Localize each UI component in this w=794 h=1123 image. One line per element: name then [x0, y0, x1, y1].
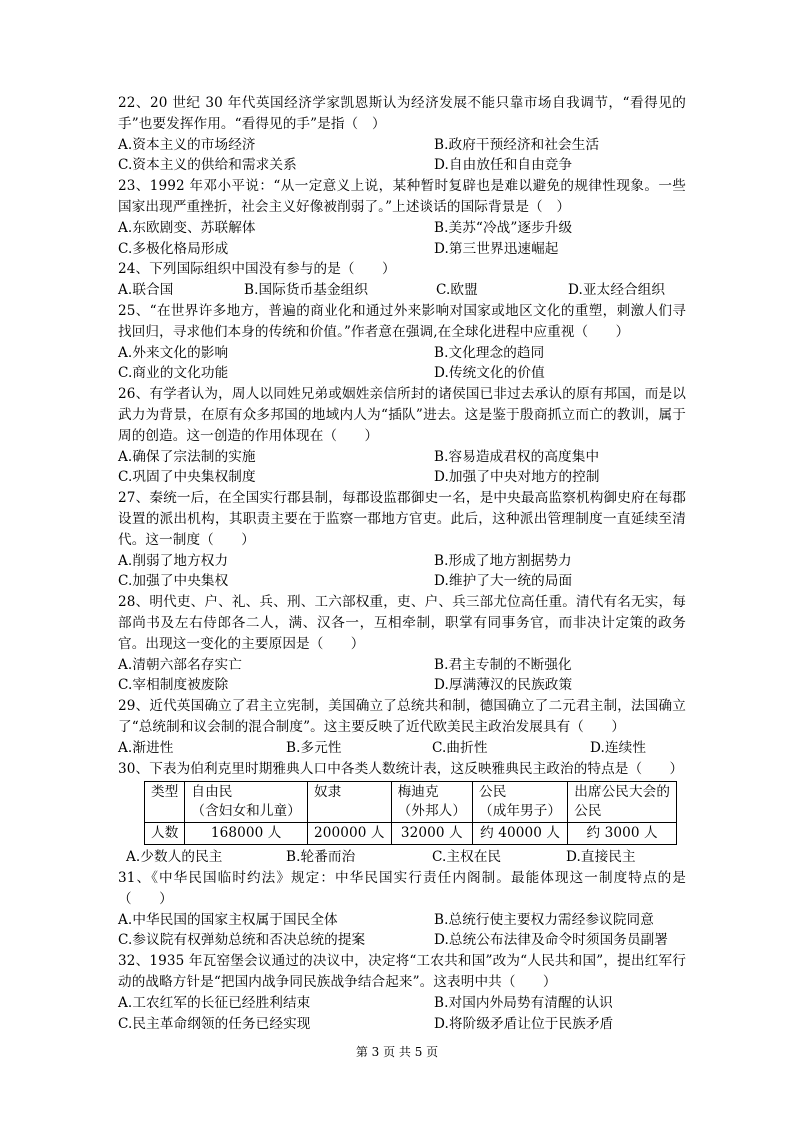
table-cell: 168000 人	[185, 823, 308, 845]
question-stem: 22、20 世纪 30 年代英国经济学家凯恩斯认为经济发展不能只靠市场自我调节，“看得见的手”也要发挥作用。“看得见的手”是指（ ）	[118, 95, 686, 132]
question-stem: 26、有学者认为，周人以同姓兄弟或姻姓亲信所封的诸侯国已非过去承认的原有邦国，而是以武力为背景，在原有众多邦国的地域内人为“插队”进去。这是鉴于殷商抓立而亡的教训，属于周的创造。这一创造的作用体现在（ ）	[118, 386, 686, 444]
options	[118, 218, 686, 260]
table-header-cell: 公民 （成年男子）	[473, 782, 568, 823]
question-30	[118, 759, 686, 869]
population-table	[144, 781, 677, 845]
option-c: C.巩固了中央集权制度	[118, 469, 256, 486]
option-c: C.宰相制度被废除	[118, 677, 229, 694]
page-number: 第 3 页 共 5 页	[355, 1045, 439, 1059]
option-c: C.参议院有权弹劾总统和否决总统的提案	[118, 932, 366, 949]
option-d: D.传统文化的价值	[434, 365, 545, 382]
option-c: C.多极化格局形成	[118, 240, 229, 257]
table-header-cell: 类型	[145, 782, 185, 823]
table-header-cell: 梅迪克 （外邦人）	[391, 782, 472, 823]
option-c: C.民主革命纲领的任务已经实现	[118, 1015, 311, 1032]
option-a: A.工农红军的长征已经胜利结束	[118, 994, 311, 1011]
question-stem: 23、1992 年邓小平说：“从一定意义上说，某种暂时复辟也是难以避免的规律性现象。一些国家出现严重挫折，社会主义好像被削弱了。”上述谈话的国际背景是（ ）	[118, 178, 686, 215]
table-header-cell: 出席公民大会的 公民	[568, 782, 677, 823]
option-a: A.联合国	[118, 282, 174, 299]
options	[118, 551, 686, 593]
question-26	[118, 384, 686, 488]
option-a: A.少数人的民主	[126, 849, 223, 866]
option-c: C.曲折性	[432, 739, 488, 756]
option-d: D.连续性	[590, 739, 647, 756]
option-a: A.确保了宗法制的实施	[118, 448, 256, 465]
table-header-row	[145, 782, 677, 823]
option-c: C.商业的文化功能	[118, 365, 229, 382]
question-stem: 24、下列国际组织中国没有参与的是（ ）	[118, 261, 396, 278]
option-a: A.清朝六部名存实亡	[118, 656, 242, 673]
option-b: B.轮番而治	[286, 849, 356, 866]
option-d: D.总统公布法律及命令时须国务员副署	[434, 932, 669, 949]
exam-page	[118, 93, 686, 1034]
table-cell: 32000 人	[391, 823, 472, 845]
option-b: B.国际货币基金组织	[244, 282, 369, 299]
options	[118, 343, 686, 385]
question-32	[118, 951, 686, 1034]
option-c: C.资本主义的供给和需求关系	[118, 157, 297, 174]
question-29	[118, 696, 686, 758]
option-b: B.容易造成君权的高度集中	[434, 448, 600, 465]
option-a: A.中华民国的国家主权属于国民全体	[118, 911, 338, 928]
option-b: B.多元性	[286, 739, 342, 756]
options	[118, 738, 686, 759]
table-header-cell: 自由民 （含妇女和儿童）	[185, 782, 308, 823]
option-d: D.加强了中央对地方的控制	[434, 469, 600, 486]
options	[118, 847, 686, 868]
table-cell: 200000 人	[307, 823, 391, 845]
options	[118, 135, 686, 177]
option-d: D.亚太经合组织	[568, 282, 666, 299]
option-b: B.形成了地方割据势力	[434, 552, 572, 569]
question-stem: 25、“在世界许多地方，普遍的商业化和通过外来影响对国家或地区文化的重塑，刺激人们寻找回归，寻求他们本身的传统和价值。”作者意在强调,在全球化进程中应重视（ ）	[118, 302, 686, 340]
options	[118, 910, 686, 952]
question-stem: 28、明代吏、户、礼、兵、刑、工六部权重，吏、户、兵三部尤位高任重。清代有名无实，每部尚书及左右侍郎各二人，满、汉各一，互相牵制，职掌有同事务官，而非决计定策的政务官。出现这一变化的主要原因是（ ）	[118, 594, 686, 652]
table-header-cell: 奴隶	[307, 782, 391, 823]
options	[118, 655, 686, 697]
option-b: B.美苏“冷战”逐步升级	[434, 219, 573, 236]
question-23	[118, 176, 686, 259]
table-cell: 约 40000 人	[473, 823, 568, 845]
option-d: D.自由放任和自由竞争	[434, 157, 573, 174]
option-d: D.维护了大一统的局面	[434, 573, 573, 590]
options	[118, 280, 686, 301]
question-28	[118, 592, 686, 696]
option-b: B.总统行使主要权力需经参议院同意	[434, 911, 654, 928]
option-a: A.渐进性	[118, 739, 174, 756]
options	[118, 447, 686, 489]
option-c: C.加强了中央集权	[118, 573, 229, 590]
option-a: A.资本主义的市场经济	[118, 136, 256, 153]
question-stem: 27、秦统一后，在全国实行郡县制，每郡设监郡御史一名，是中央最高监察机构御史府在每郡设置的派出机构，其职责主要在于监察一郡地方官吏。此后，这种派出管理制度一直延续至清代。这一制度（ ）	[118, 490, 686, 548]
question-stem: 31、《中华民国临时约法》规定：中华民国实行责任内阁制。最能体现这一制度特点的是（ ）	[118, 870, 686, 907]
option-a: A.东欧剧变、苏联解体	[118, 219, 256, 236]
option-d: D.厚满薄汉的民族政策	[434, 677, 573, 694]
question-stem: 32、1935 年瓦窑堡会议通过的决议中，决定将“工农共和国”改为“人民共和国”，提出红军行动的战略方针是“把国内战争同民族战争结合起来”。这表明中共（ ）	[118, 953, 686, 991]
option-c: C.欧盟	[436, 282, 478, 299]
question-25	[118, 301, 686, 384]
table-cell: 约 3000 人	[568, 823, 677, 845]
option-b: B.对国内外局势有清醒的认识	[434, 994, 613, 1011]
table-row	[145, 823, 677, 845]
question-24	[118, 259, 686, 301]
question-22	[118, 93, 686, 176]
option-d: D.直接民主	[566, 849, 636, 866]
question-31	[118, 868, 686, 951]
option-b: B.政府干预经济和社会生活	[434, 136, 600, 153]
option-b: B.君主专制的不断强化	[434, 656, 572, 673]
option-d: D.第三世界迅速崛起	[434, 240, 559, 257]
table-cell: 人数	[145, 823, 185, 845]
option-d: D.将阶级矛盾让位于民族矛盾	[434, 1015, 614, 1032]
option-a: A.外来文化的影响	[118, 344, 229, 361]
question-stem: 30、下表为伯利克里时期雅典人口中各类人数统计表，这反映雅典民主政治的特点是（ ）	[118, 760, 684, 777]
question-27	[118, 488, 686, 592]
option-c: C.主权在民	[432, 849, 502, 866]
question-stem: 29、近代英国确立了君主立宪制，美国确立了总统共和制，德国确立了二元君主制，法国确立了“总统制和议会制的混合制度”。这主要反映了近代欧美民主政治发展具有（ ）	[118, 698, 686, 735]
options	[118, 993, 686, 1035]
option-a: A.削弱了地方权力	[118, 552, 229, 569]
option-b: B.文化理念的趋同	[434, 344, 545, 361]
